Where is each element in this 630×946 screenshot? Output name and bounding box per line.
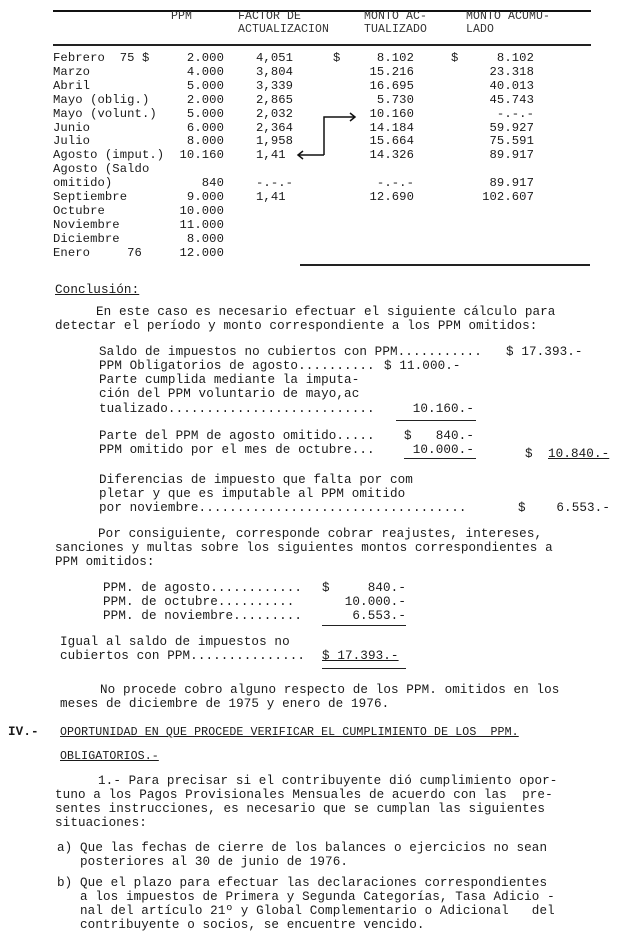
p1-line: 1.- Para precisar si el contribuyente dió cumplimiento opor- <box>98 774 558 788</box>
row-month: Junio <box>53 120 91 135</box>
row-monto-act: 14.184 <box>369 120 414 135</box>
row-monto-act: 12.690 <box>369 190 414 204</box>
row-monto-act: 15.664 <box>369 134 414 149</box>
no-procede-line: No procede cobro alguno respecto de los PPM. omitidos en los <box>100 683 560 697</box>
header-monto-acum-1: MONTO ACUMU- <box>466 10 551 23</box>
row-month: Diciembre <box>53 231 120 246</box>
row-month: Mayo (oblig.) <box>53 92 150 107</box>
row-ppm: 5.000 <box>186 106 224 121</box>
row-monto-act: 14.326 <box>369 148 414 163</box>
montos-sum-rule <box>322 625 406 626</box>
row-factor: 1,41 <box>256 190 286 204</box>
calc-oblig-label: PPM Obligatorios de agosto.......... <box>99 359 375 373</box>
monto-label: PPM. de agosto............ <box>103 581 303 595</box>
calc-dif-line: pletar y que es imputable al PPM omitido <box>99 487 406 501</box>
row-currency: $ <box>451 51 459 65</box>
item-b-line: Que el plazo para efectuar las declaraciones correspondientes <box>80 876 548 890</box>
row-monto-acum: 89.917 <box>489 176 534 191</box>
row-ppm: 2.000 <box>186 92 224 107</box>
row-monto-acum: -.-.- <box>496 106 534 121</box>
row-ppm: 8.000 <box>186 134 224 149</box>
monto-label: PPM. de noviembre......... <box>103 609 303 623</box>
monto-value: 840.- <box>367 581 406 595</box>
calc-parte-line: ción del PPM voluntario de mayo,ac <box>99 387 360 401</box>
calc-subtotal-cur: $ <box>525 447 533 461</box>
row-monto-acum: 102.607 <box>482 190 534 204</box>
row-ppm: 11.000 <box>179 217 224 232</box>
igual-value: $ 17.393.- <box>322 649 399 663</box>
section-title-line: OPORTUNIDAD EN QUE PROCEDE VERIFICAR EL CUMPLIMIENTO DE LOS PPM. <box>60 726 519 739</box>
monto-value: 10.000.- <box>344 595 406 609</box>
row-factor: 4,051 <box>256 51 294 65</box>
calc-parte-line: tualizado........................... <box>99 402 375 416</box>
item-a-line: posteriores al 30 de junio de 1976. <box>80 855 349 869</box>
por-consiguiente-line: PPM omitidos: <box>55 555 155 569</box>
row-ppm: 10.000 <box>179 203 224 218</box>
item-a-marker: a) <box>57 841 73 855</box>
igual-line: cubiertos con PPM............... <box>60 649 306 663</box>
row-month: Septiembre <box>53 190 128 204</box>
calc-omit-rule <box>404 458 476 459</box>
row-month: Abril <box>53 78 91 93</box>
row-month: Febrero 75 $ <box>53 51 150 65</box>
row-month: Octubre <box>53 203 105 218</box>
item-b-line: contribuyente o socios, se encuentre vencido. <box>80 918 425 932</box>
calc-omit-agosto-cur: $ <box>404 429 412 443</box>
igual-line: Igual al saldo de impuestos no <box>60 635 290 649</box>
row-monto-act: 8.102 <box>376 51 414 65</box>
header-monto-acum-2: LADO <box>466 23 495 36</box>
row-factor: 1,958 <box>256 134 294 149</box>
row-monto-acum: 59.927 <box>489 120 534 135</box>
row-monto-acum: 45.743 <box>489 92 534 107</box>
row-ppm: 10.160 <box>179 148 224 163</box>
header-monto-act-2: TUALIZADO <box>364 23 428 36</box>
p1-line: tuno a los Pagos Provisionales Mensuales de acuerdo con las pre- <box>55 788 553 802</box>
calc-subtotal-rule <box>396 420 476 421</box>
row-factor: 2,364 <box>256 120 294 135</box>
row-monto-acum: 89.917 <box>489 148 534 163</box>
calc-dif-line: Diferencias de impuesto que falta por com <box>99 473 413 487</box>
calc-omit-agosto-label: Parte del PPM de agosto omitido..... <box>99 429 375 443</box>
row-month: Julio <box>53 134 91 149</box>
table-bottom-rule <box>300 264 590 266</box>
row-ppm: 5.000 <box>186 78 224 93</box>
item-b-line: a los impuestos de Primera y Segunda Categorías, Tasa Adicio - <box>80 890 555 904</box>
row-ppm: 12.000 <box>179 245 224 260</box>
row-month: Noviembre <box>53 217 120 232</box>
calc-dif-value: 6.553.- <box>556 501 610 515</box>
row-ppm: 8.000 <box>186 231 224 246</box>
calc-saldo-label: Saldo de impuestos no cubiertos con PPM........... <box>99 345 482 359</box>
row-ppm: 2.000 <box>186 51 224 65</box>
monto-currency: $ <box>322 581 330 595</box>
row-monto-act: 16.695 <box>369 78 414 93</box>
calc-omit-oct-label: PPM omitido por el mes de octubre... <box>99 443 375 457</box>
no-procede-line: meses de diciembre de 1975 y enero de 1976. <box>60 697 390 711</box>
item-b-marker: b) <box>57 876 73 890</box>
row-month: Agosto (Saldo <box>53 162 150 177</box>
row-month: Marzo <box>53 64 91 79</box>
calc-dif-cur: $ <box>518 501 526 515</box>
row-month: Enero 76 <box>53 245 142 260</box>
por-consiguiente-line: sanciones y multas sobre los siguientes montos correspondientes a <box>55 541 553 555</box>
header-factor-1: FACTOR DE <box>238 10 302 23</box>
row-monto-act: 10.160 <box>369 106 414 121</box>
row-factor: -.-.- <box>256 176 294 191</box>
row-factor: 1,41 <box>256 148 286 163</box>
conclusion-intro-line: detectar el período y monto correspondiente a los PPM omitidos: <box>55 319 538 333</box>
row-month: Mayo (volunt.) <box>53 106 157 121</box>
row-monto-acum: 75.591 <box>489 134 534 149</box>
conclusion-heading: Conclusión: <box>55 283 140 297</box>
header-factor-2: ACTUALIZACION <box>238 23 330 36</box>
row-ppm: 9.000 <box>186 190 224 204</box>
section-number: IV.- <box>8 725 39 739</box>
p1-line: situaciones: <box>55 816 147 830</box>
row-monto-acum: 8.102 <box>496 51 534 65</box>
row-factor: 3,804 <box>256 64 294 79</box>
header-monto-act-1: MONTO AC- <box>364 10 428 23</box>
row-monto-acum: 23.318 <box>489 64 534 79</box>
monto-value: 6.553.- <box>352 609 406 623</box>
header-ppm: PPM <box>171 10 193 23</box>
p1-line: sentes instrucciones, es necesario que se cumplan las siguientes <box>55 802 546 816</box>
row-monto-act: -.-.- <box>376 176 414 191</box>
calc-dif-line: por noviembre................................... <box>99 501 467 515</box>
row-ppm: 4.000 <box>186 64 224 79</box>
calc-subtotal-value: 10.840.- <box>548 447 610 461</box>
section-title-line: OBLIGATORIOS.- <box>60 750 159 763</box>
calc-oblig-value: $ 11.000.- <box>384 359 461 373</box>
row-factor: 3,339 <box>256 78 294 93</box>
monto-label: PPM. de octubre.......... <box>103 595 295 609</box>
igual-double-rule <box>322 668 406 669</box>
por-consiguiente-line: Por consiguiente, corresponde cobrar reajustes, intereses, <box>98 527 543 541</box>
row-monto-act: 5.730 <box>376 92 414 107</box>
calc-omit-oct-value: 10.000.- <box>412 443 474 457</box>
row-factor: 2,032 <box>256 106 294 121</box>
row-month: omitido) <box>53 176 113 191</box>
row-monto-acum: 40.013 <box>489 78 534 93</box>
imputation-arrow-icon <box>290 108 360 168</box>
item-a-line: Que las fechas de cierre de los balances o ejercicios no sean <box>80 841 548 855</box>
calc-omit-agosto-value: 840.- <box>435 429 474 443</box>
row-factor: 2,865 <box>256 92 294 107</box>
calc-saldo-value: $ 17.393.- <box>506 345 583 359</box>
row-currency: $ <box>333 51 341 65</box>
row-ppm: 840 <box>201 176 224 191</box>
row-ppm: 6.000 <box>186 120 224 135</box>
row-monto-act: 15.216 <box>369 64 414 79</box>
table-header-rule <box>53 44 591 46</box>
item-b-line: nal del artículo 21º y Global Complementario o Adicional del <box>80 904 555 918</box>
calc-parte-value: 10.160.- <box>412 402 474 416</box>
row-month: Agosto (imput.) <box>53 148 165 163</box>
calc-parte-line: Parte cumplida mediante la imputa- <box>99 373 360 387</box>
conclusion-intro-line: En este caso es necesario efectuar el siguiente cálculo para <box>96 305 556 319</box>
